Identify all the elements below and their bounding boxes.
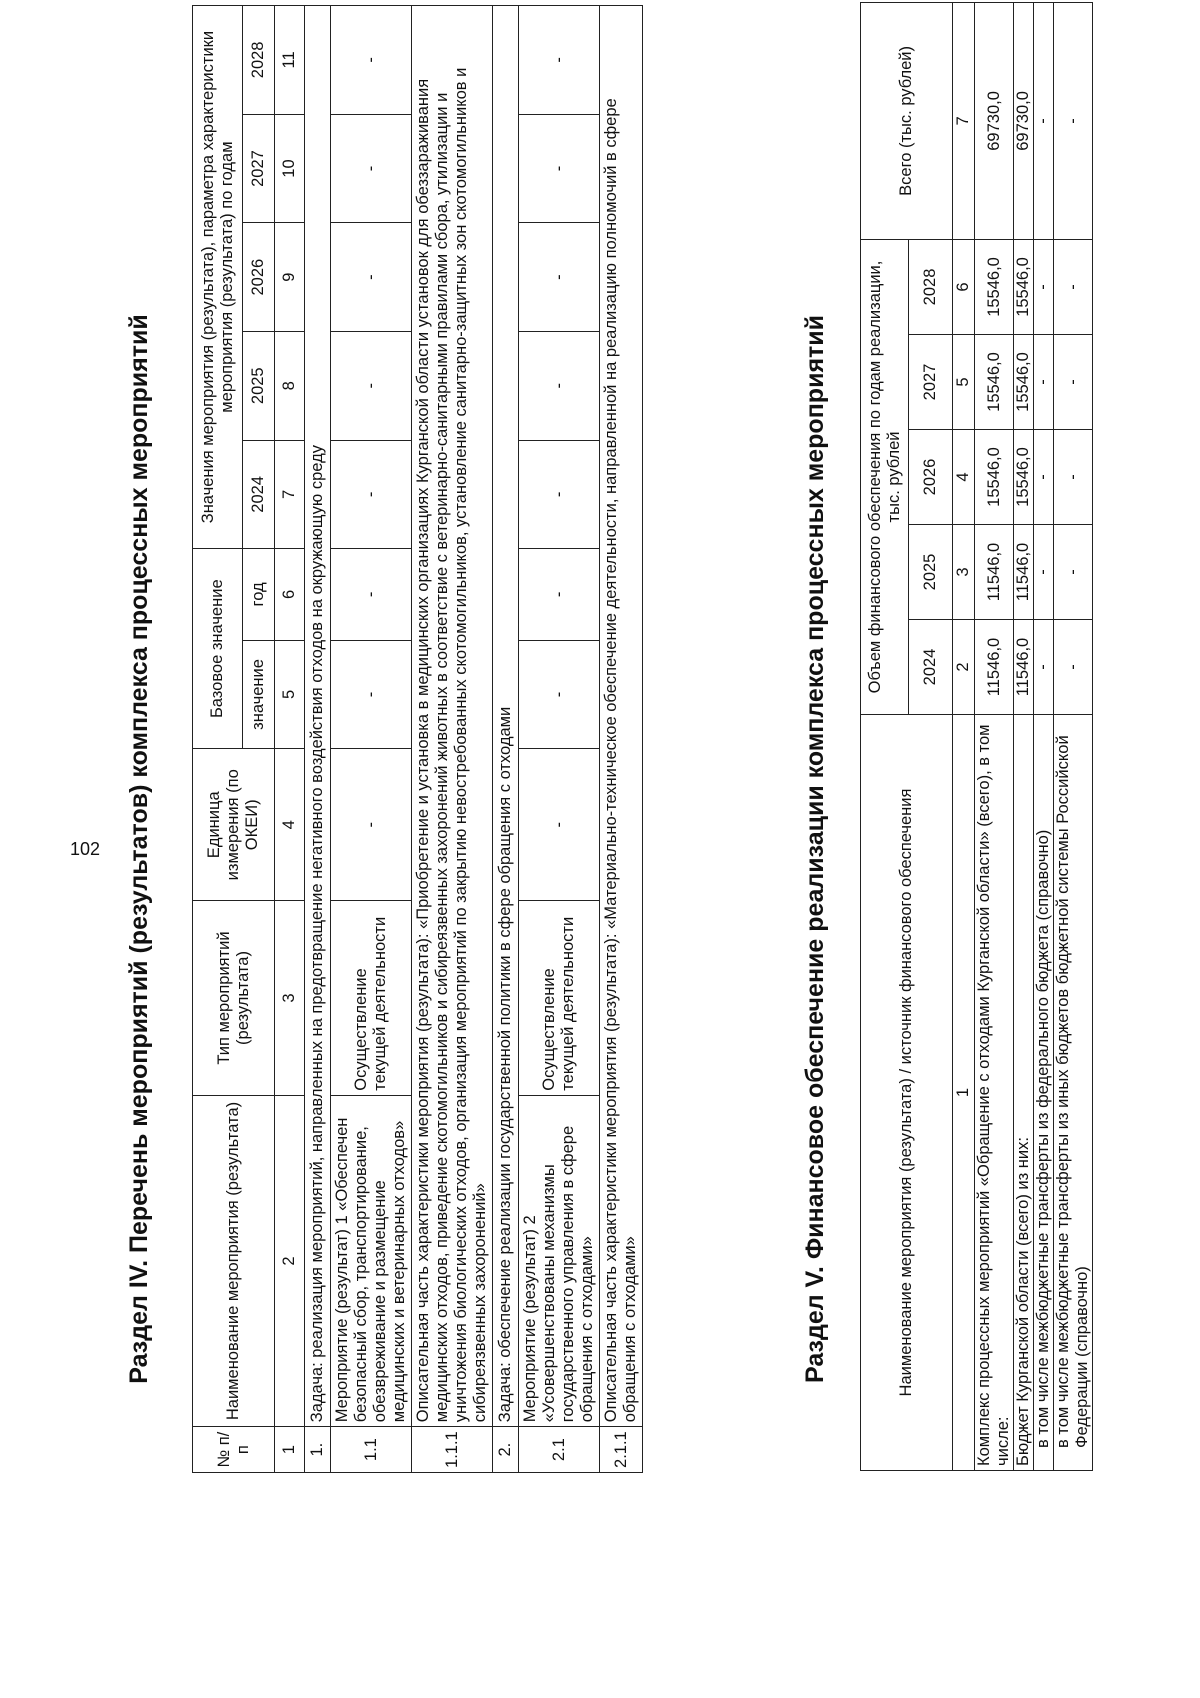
section5-table (860, 2, 1093, 1471)
finance-value: - (1054, 335, 1093, 430)
finance-value: 15546,0 (1014, 239, 1034, 334)
header-base-year: год (243, 549, 275, 640)
measure-value: - (519, 440, 600, 549)
row-number: 2.1 (519, 1427, 600, 1473)
finance-value: 15546,0 (975, 335, 1014, 430)
column-number: 7 (275, 440, 305, 549)
column-number: 1 (953, 715, 975, 1471)
finance-value: - (1034, 620, 1054, 715)
column-number: 11 (275, 6, 305, 115)
column-number: 2 (275, 1095, 305, 1427)
measure-value: - (519, 223, 600, 332)
finance-total: - (1054, 2, 1093, 239)
finance-value: 11546,0 (1014, 620, 1034, 715)
section5-title: Раздел V. Финансовое обеспечение реализации комплекса процессных мероприятий (801, 314, 829, 1384)
column-number: 10 (275, 114, 305, 223)
measure-row (519, 6, 600, 1473)
header-year: 2026 (243, 223, 275, 332)
finance-value: - (1054, 620, 1093, 715)
measure-type: Осуществление текущей деятельности (519, 901, 600, 1095)
column-number: 7 (953, 2, 975, 239)
header-year: 2024 (243, 440, 275, 549)
header-year: 2025 (243, 331, 275, 440)
finance-value: 15546,0 (1014, 430, 1034, 525)
finance-row (1054, 2, 1093, 1470)
column-number: 1 (275, 1427, 305, 1473)
task-text: Задача: реализация мероприятий, направленных на предотвращение негативного воздействия отходов на окружающую среду (305, 6, 331, 1427)
header-year: 2028 (243, 6, 275, 115)
column-number: 5 (953, 335, 975, 430)
measure-value: - (331, 331, 412, 440)
header-year: 2025 (909, 525, 953, 620)
measure-base-value: - (331, 640, 412, 749)
header-name: Наименование мероприятия (результата) / источник финансового обеспечения (861, 715, 953, 1471)
header-name: Наименование мероприятия (результата) (193, 1095, 275, 1427)
finance-total: 69730,0 (1014, 2, 1034, 239)
measure-value: - (519, 331, 600, 440)
finance-source: Комплекс процессных мероприятий «Обращение с отходами Курганской области» (всего), в том числе: (975, 715, 1014, 1471)
header-year: 2027 (909, 335, 953, 430)
column-number: 9 (275, 223, 305, 332)
measure-row (331, 6, 412, 1473)
measure-base-year: - (331, 549, 412, 640)
finance-source: в том числе межбюджетные трансферты из иных бюджетов бюджетной системы Российской Федерации (справочно) (1054, 715, 1093, 1471)
column-number: 4 (953, 430, 975, 525)
finance-row (975, 2, 1014, 1470)
header-year: 2027 (243, 114, 275, 223)
header-year: 2028 (909, 239, 953, 334)
page-number: 102 (70, 839, 101, 859)
measure-base-year: - (519, 549, 600, 640)
measure-value: - (519, 114, 600, 223)
header-year: 2024 (909, 620, 953, 715)
section5-column-numbers (953, 2, 975, 1470)
column-number: 6 (953, 239, 975, 334)
finance-value: 11546,0 (975, 620, 1014, 715)
section4-header-row (193, 6, 243, 1473)
header-type: Тип мероприятий (результата) (193, 901, 275, 1095)
finance-value: 11546,0 (975, 525, 1014, 620)
finance-row (1034, 2, 1054, 1470)
measure-type: Осуществление текущей деятельности (331, 901, 412, 1095)
task-row (305, 6, 331, 1473)
finance-value: - (1034, 239, 1054, 334)
finance-source: в том числе межбюджетные трансферты из федерального бюджета (справочно) (1034, 715, 1054, 1471)
description-row (412, 6, 493, 1473)
measure-value: - (331, 440, 412, 549)
measure-value: - (331, 114, 412, 223)
column-number: 3 (953, 525, 975, 620)
header-unit: Единица измерения (по ОКЕИ) (193, 749, 275, 901)
task-row (493, 6, 519, 1473)
section4-table (192, 5, 643, 1473)
finance-value: - (1034, 430, 1054, 525)
column-number: 4 (275, 749, 305, 901)
measure-value: - (331, 6, 412, 115)
measure-unit: - (331, 749, 412, 901)
task-text: Задача: обеспечение реализации государственной политики в сфере обращения с отходами (493, 6, 519, 1427)
finance-value: 15546,0 (975, 430, 1014, 525)
column-number: 6 (275, 549, 305, 640)
section4-column-numbers (275, 6, 305, 1473)
row-number: 2.1.1 (600, 1427, 643, 1473)
header-total: Всего (тыс. рублей) (861, 2, 953, 239)
measure-value: - (331, 223, 412, 332)
header-base-value: значение (243, 640, 275, 749)
column-number: 3 (275, 901, 305, 1095)
finance-value: - (1054, 430, 1093, 525)
row-number: 1. (305, 1427, 331, 1473)
finance-value: 15546,0 (975, 239, 1014, 334)
finance-total: 69730,0 (975, 2, 1014, 239)
header-base: Базовое значение (193, 549, 243, 749)
finance-value: 15546,0 (1014, 335, 1034, 430)
header-values: Значения мероприятия (результата), параметра характеристики мероприятия (результата) по годам (193, 6, 243, 549)
finance-value: - (1034, 525, 1054, 620)
header-num: № п/п (193, 1427, 275, 1473)
description-row (600, 6, 643, 1473)
measure-base-value: - (519, 640, 600, 749)
finance-value: - (1054, 525, 1093, 620)
header-volume: Объем финансового обеспечения по годам реализации, тыс. рублей (861, 239, 909, 714)
finance-total: - (1034, 2, 1054, 239)
header-year: 2026 (909, 430, 953, 525)
finance-source: Бюджет Курганской области (всего) из них: (1014, 715, 1034, 1471)
row-number: 2. (493, 1427, 519, 1473)
column-number: 5 (275, 640, 305, 749)
description-text: Описательная часть характеристики мероприятия (результата): «Материально-техническое обеспечение деятельности, направленной на реализацию полномочий в сфере обращения с отходами» (600, 6, 643, 1427)
finance-value: - (1054, 239, 1093, 334)
finance-value: - (1034, 335, 1054, 430)
section5-header-row (861, 2, 909, 1470)
measure-value: - (519, 6, 600, 115)
column-number: 8 (275, 331, 305, 440)
row-number: 1.1 (331, 1427, 412, 1473)
column-number: 2 (953, 620, 975, 715)
measure-unit: - (519, 749, 600, 901)
finance-value: 11546,0 (1014, 525, 1034, 620)
measure-name: Мероприятие (результат) 2 «Усовершенствованы механизмы государственного управления в сфере обращения с отходами» (519, 1095, 600, 1427)
finance-row (1014, 2, 1034, 1470)
section4-title: Раздел IV. Перечень мероприятий (результатов) комплекса процессных мероприятий (125, 314, 153, 1384)
description-text: Описательная часть характеристики мероприятия (результата): «Приобретение и установка в медицинских организациях Курганской области установок для обеззараживания медицинских отходов, приведение скотомогильников и сибиреязвенных захоронений животных в соответствие с ветеринарно-санитарными правилами сбора, утилизации и уничтожения биологических отходов, организация мероприятий по закрытию невостребованных скотомогильников, установление санитарно-защитных зон скотомогильников и сибиреязвенных захоронений» (412, 6, 493, 1427)
measure-name: Мероприятие (результат) 1 «Обеспечен безопасный сбор, транспортирование, обезвреживание и размещение медицинских и ветеринарных отходов» (331, 1095, 412, 1427)
row-number: 1.1.1 (412, 1427, 493, 1473)
